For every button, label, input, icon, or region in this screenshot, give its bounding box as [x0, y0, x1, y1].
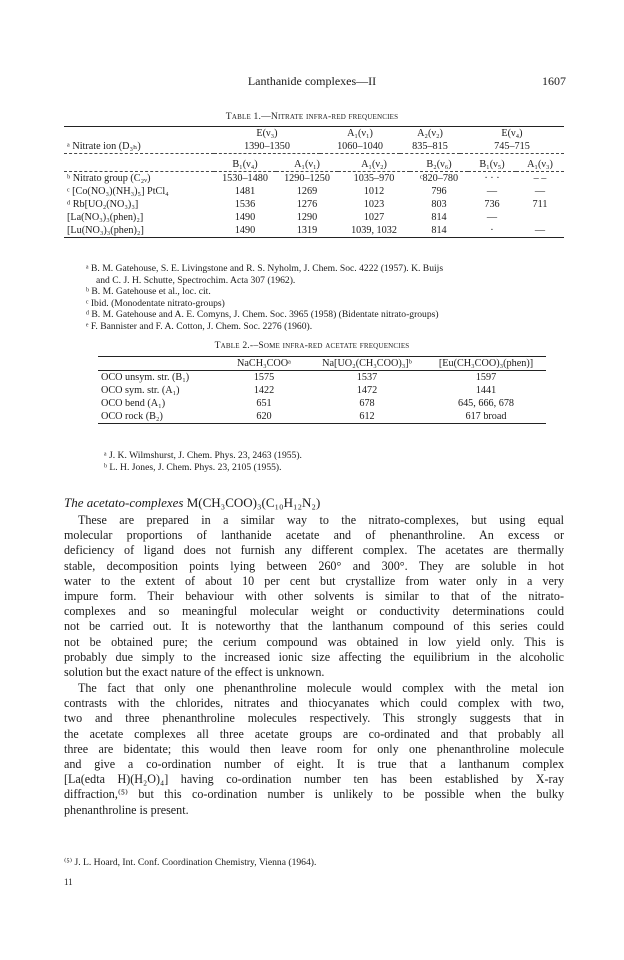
table1-cell: 835–815: [412, 141, 448, 152]
table1-groups: [64, 158, 564, 238]
table-row: [98, 384, 546, 397]
table1-footnote: ᵈ B. M. Gatehouse and A. E. Comyns, J. Chem. Soc. 3965 (1958) (Bidentate nitrato-groups): [86, 309, 439, 321]
body-line: phenanthroline is present.: [64, 802, 189, 817]
table1-cell: 1027: [363, 212, 385, 223]
body-line: diffraction,⁽⁵⁾ but this co-ordination number is unlikely to be possible when the bulky: [64, 787, 564, 802]
reference-footnote: ⁽⁵⁾ J. L. Hoard, Int. Conf. Coordination Chemistry, Vienna (1964).: [64, 857, 317, 868]
table1-ion-header: E(ν₄): [501, 128, 523, 139]
table1-cell: – –: [533, 173, 547, 184]
table2-caption: [0, 340, 624, 351]
table-row: [64, 185, 564, 198]
table-row: [64, 211, 564, 224]
table1-cell: 1023: [363, 199, 385, 210]
table1-cell: 1276: [296, 199, 318, 210]
table1-group-header: A₁(ν₃): [527, 159, 553, 170]
folio: 11: [64, 877, 73, 887]
table1-cell: 814: [431, 225, 447, 236]
table1-group-header: B₂(ν₆): [426, 159, 452, 170]
table1-cell: 1536: [234, 199, 256, 210]
table1-row-label: ᵇ Nitrato group (C₂ᵥ): [67, 173, 151, 184]
table2-caption-title: -–Some infra-red acetate frequencies: [249, 340, 410, 351]
table1-caption-title: —Nitrate infra-red frequencies: [261, 111, 399, 122]
body-line: not be carried out. It is noteworthy that the lanthanum compound of this series could: [64, 619, 564, 634]
table2-row-label: OCO bend (A₁): [101, 398, 166, 409]
table2-footnote: ᵇ L. H. Jones, J. Chem. Phys. 23, 2105 (1955).: [104, 461, 282, 473]
table2-header: [Eu(CH₃COO)₃(phen)]: [438, 358, 534, 369]
table2-row-label: OCO sym. str. (A₁): [101, 385, 180, 396]
table2-cell: 678: [359, 398, 375, 409]
body-line: [La(edta H)(H₂O)₄] having co-ordination number ten has been established by X-ray: [64, 772, 564, 787]
table1-cell: 814: [431, 212, 447, 223]
table1-cell: —: [486, 212, 498, 223]
running-head: [64, 74, 566, 90]
table1-row-label: [Lu(NO₃)₃(phen)₂]: [67, 225, 144, 236]
table1-row-label: ᵈ Rb[UO₂(NO₃)₃]: [67, 199, 139, 210]
table-row: [98, 397, 546, 410]
table-row: [98, 410, 546, 424]
table1-footnote: ᵉ F. Bannister and F. A. Cotton, J. Chem. Soc. 2276 (1960).: [86, 320, 313, 332]
table2-cell: 1441: [475, 385, 497, 396]
table1-cell: 796: [431, 186, 447, 197]
table1-cell: ·: [490, 225, 494, 236]
table2-header: NaCH₃COOᵃ: [237, 358, 291, 369]
table1-cell: 1269: [296, 186, 318, 197]
body-paragraph-1: [64, 513, 564, 680]
body-line: contrasts with the chlorides, nitrates and thiocyanates which could complex with two,: [64, 696, 564, 711]
table1-cell: 1490: [234, 225, 256, 236]
body-line: two and three phenanthroline molecules respectively. This strongly suggests that in: [64, 711, 564, 726]
table1-cell: [516, 211, 564, 224]
body-line: deficiency of ligand does not furnish any different complex. The acetates are thermally: [64, 543, 564, 558]
table1-group-header: A₁(ν₁): [294, 159, 320, 170]
body-line: and give a co-ordination number of eight. It is true that a lanthanum complex: [64, 757, 564, 772]
table1-ion-header: E(ν₃): [256, 128, 278, 139]
body-paragraph-2: [64, 681, 564, 818]
table1-cell: 1060–1040: [337, 141, 383, 152]
table1-cell: —: [534, 186, 546, 197]
body-line: complexes and so meaningful molecular weight or conductivity determinations could: [64, 604, 564, 619]
table1-row-label: ᶜ [Co(NO₃)(NH₃)₅] PtCl₄: [67, 186, 169, 197]
table2-cell: 1575: [253, 372, 275, 383]
table1-cell: 803: [431, 199, 447, 210]
table1-cell: 1481: [234, 186, 256, 197]
table1-cell: · · ·: [484, 173, 500, 184]
table2-cell: 617 broad: [465, 411, 507, 422]
table2-row-label: OCO unsym. str. (B₁): [101, 372, 190, 383]
table1-cell: 1290–1250: [284, 173, 330, 184]
table1-cell: 745–715: [494, 141, 530, 152]
table1-cell: 1530–1480: [222, 173, 268, 184]
body-line: three are bidentate; this would then leave room for only one phenanthroline molecule: [64, 741, 564, 756]
table2-cell: 1597: [475, 372, 497, 383]
table1-group-header: A₁(ν₂): [361, 159, 387, 170]
table1-ion-label: ᵃ Nitrate ion (D₃ₕ): [67, 141, 141, 152]
table1-ion-header: A₂(ν₂): [417, 128, 443, 139]
table1-cell: —: [486, 186, 498, 197]
table1-footnote: ᵇ B. M. Gatehouse et al., loc. cit.: [86, 286, 211, 298]
table1-footnote: and C. J. H. Schutte, Spectrochim. Acta 307 (1962).: [96, 274, 296, 286]
table1-cell: 711: [532, 199, 548, 210]
table2-header: Na[UO₂(CH₃COO)₃]ᵇ: [322, 358, 412, 369]
table2-row-label: OCO rock (B₂): [101, 411, 163, 422]
table1-cell: —: [534, 225, 546, 236]
table-row: [64, 198, 564, 211]
table1-row-label: [La(NO₃)₃(phen)₂]: [67, 212, 144, 223]
table2: [98, 356, 546, 424]
table-row: [64, 224, 564, 238]
table2-caption-prefix: Table 2.: [214, 340, 250, 351]
table2-cell: 645, 666, 678: [457, 398, 515, 409]
table1-footnote: ᵃ B. M. Gatehouse, S. E. Livingstone and R. S. Nyholm, J. Chem. Soc. 4222 (1957). K. Buijs: [86, 263, 444, 274]
table2-cell: 612: [359, 411, 375, 422]
table1-group-header: B₁(ν₄): [232, 159, 258, 170]
table2-footnote: ᵃ J. K. Wilmshurst, J. Chem. Phys. 23, 2463 (1955).: [104, 450, 302, 461]
table1-ion-header: A₁(ν₁): [347, 128, 373, 139]
table1-cell: ᶜ820–780: [419, 173, 459, 184]
table2-cell: 620: [256, 411, 272, 422]
section-heading-text: The acetato-complexes: [64, 495, 184, 510]
table1-footnote: ᶜ Ibid. (Monodentate nitrato-groups): [86, 297, 225, 309]
table-row: [64, 172, 564, 186]
body-line: molecular proportions of lanthanide acetate and of phenanthroline. An excess or: [64, 528, 564, 543]
body-line: impure form. Their behaviour with other solvents is similar to that of the nitrato-: [64, 589, 564, 604]
body-line: the acetate complexes all three acetate groups are co-ordinated and that probably all: [64, 726, 564, 741]
section-heading-formula: M(CH₃COO)₃(C₁₀H₁₂N₂): [186, 495, 321, 510]
table1-cell: 1290: [296, 212, 318, 223]
table2-footnotes: [104, 450, 302, 473]
table2-cell: 1422: [253, 385, 275, 396]
page-number: 1607: [542, 74, 566, 88]
table1-caption: [0, 111, 624, 122]
running-head-title: Lanthanide complexes—II: [247, 74, 377, 88]
body-line: stable, decomposition points lying between 260° and 300°. They are soluble in hot: [64, 558, 564, 573]
table1-cell: 736: [484, 199, 500, 210]
table1-footnotes: [86, 263, 443, 333]
table1-ion: [64, 126, 564, 154]
table1-group-header: B₁(ν₅): [479, 159, 505, 170]
table1-caption-prefix: Table 1.: [225, 111, 262, 122]
section-heading: [64, 495, 320, 511]
table1-cell: 1035–970: [353, 173, 395, 184]
table2-cell: 1537: [356, 372, 378, 383]
body-line: water to the extent of about 10 per cent but crystallize from water only in a very: [64, 573, 564, 588]
body-line: not be obtained pure; the cerium compound was obtained in low yield only. This is: [64, 634, 564, 649]
table-row: [98, 371, 546, 385]
table1-cell: 1012: [363, 186, 385, 197]
body-line: The fact that only one phenanthroline molecule would complex with the metal ion: [78, 681, 564, 695]
table1-cell: 1039, 1032: [351, 225, 397, 236]
body-line: solution but the exact nature of the effect is unknown.: [64, 665, 325, 680]
table1-cell: 1490: [234, 212, 256, 223]
table1-cell: 1390–1350: [244, 141, 290, 152]
body-line: These are prepared in a similar way to the nitrato-complexes, but using equal: [78, 513, 564, 527]
table1-cell: 1319: [296, 225, 318, 236]
body-line: probably due simply to the increased ionic size affecting the equilibrium in the alcoholic: [64, 649, 564, 664]
table2-cell: 1472: [356, 385, 378, 396]
table2-cell: 651: [256, 398, 272, 409]
